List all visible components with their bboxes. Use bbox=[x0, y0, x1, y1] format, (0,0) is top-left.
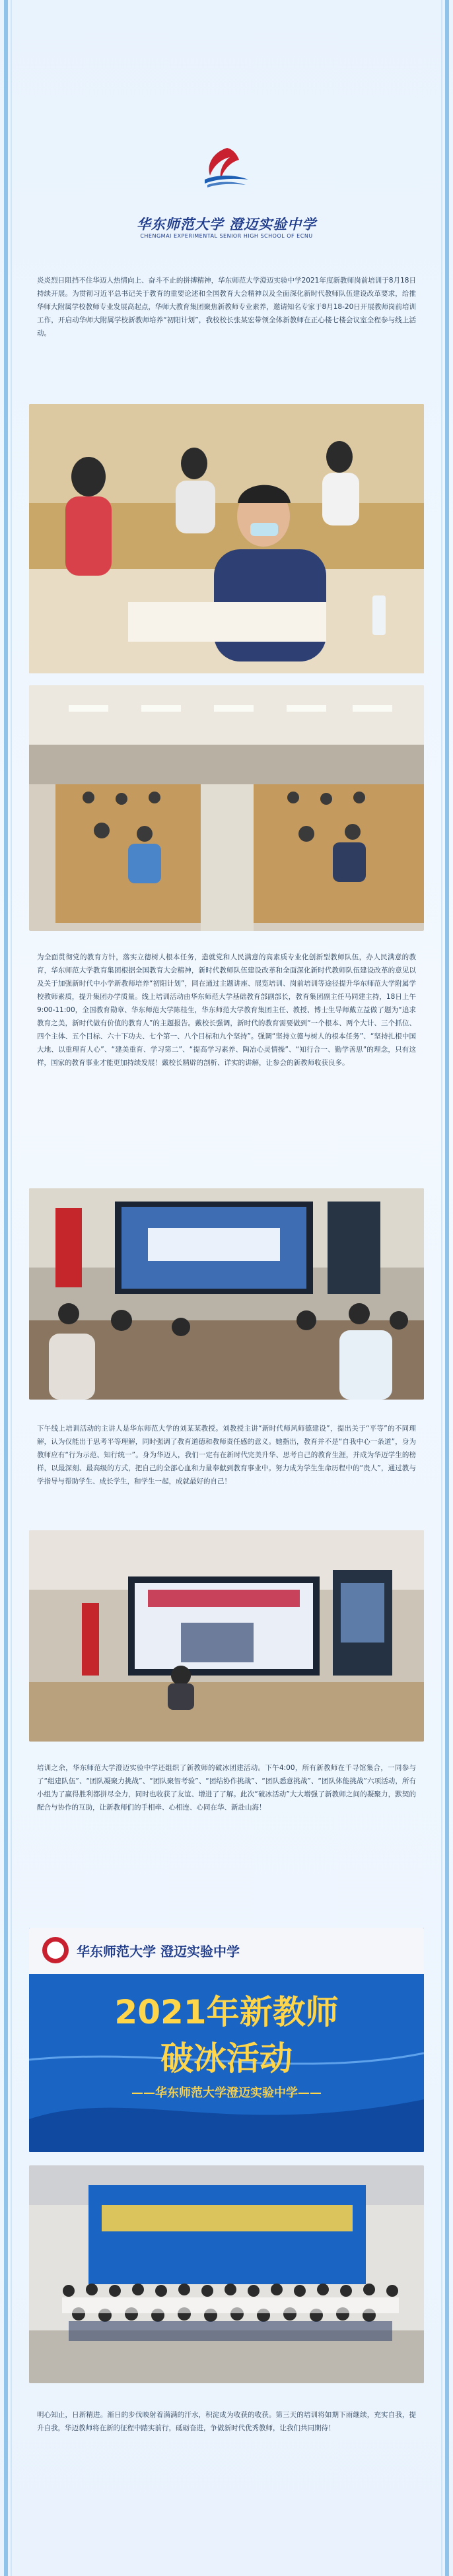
banner-school-name: 华东师范大学 澄迈实验中学 bbox=[77, 1944, 240, 1959]
banner-title-line1: 2021年新教师 bbox=[114, 1993, 339, 2031]
banner-title-line2: 破冰活动 bbox=[160, 2039, 293, 2078]
paragraph-morning-session: 为全面贯彻党的教育方针，落实立德树人根本任务，造就党和人民满意的高素质专业化创新型教师队伍，办人民满意的教育，华东师范大学教育集团根据全国教育大会精神，新时代教师队伍建设改革和全面深化新时代教师队伍建设改革的意见以及关于加强新时代中小学新教师培养“初阳计划”，同在通过主题讲座、展览培训、岗前培训等途径提升华东师范大学附属学校教师素质，提升集团办学质量。线上培训活动由华东师范大学基础教育部副部长，教育集团副主任马同建主持，18日上午9:00-11:00，全国教育勋章、华东师范大学陈桂生，华东师范大学教育集团主任、教授、博士生导师戴立益做了题为“追求教育之美，新时代做有价值的教育人”的主题报告。戴校长强调，新时代的教育需要做到“一个根本、两个大计、三个抓位、四个主体、五个目标、六十下功夫、七个第一、八个目标和九个坚持”。强调“坚持立德与树人的根本任务”、“坚持扎根中国大地、以重理育人心”、“建美重育、学习第二”、“提高学习素养、陶冶心灵情操”、“知行合一、勤学善思”的理念，只有这样，国家的教育事业才能更加持续发展！戴校长精辟的剖析、详实的讲解，让参会的新教师收获良多。 bbox=[37, 953, 416, 1067]
header bbox=[0, 0, 453, 274]
photo-online-session bbox=[29, 1188, 424, 1400]
photo-teachers-notes bbox=[29, 404, 424, 673]
banner-subtitle: ——华东师范大学澄迈实验中学—— bbox=[131, 2086, 322, 2100]
paragraph-afternoon-session: 下午线上培训活动的主讲人是华东师范大学的刘某某教授。刘教授主讲“新时代师风师德建设”，提出关于“平等”的不同理解，认为仅能出于思考平等理解，同时强调了教育道德和教师责任感的意义。她指出，教育并不是“自我中心一条道”，身为教师应有“行为示范、知行统一”。身为华迈人，我们一定有在新时代完美升华、思考自己的教育生涯，并成为华迈学生的榜样，以最深刻、最高级的方式，把自己的全部心血和力量奉献到教育事业中。努力成为学生生命历程中的“贵人”，通过教与学指导与帮助学生、成长学生，和学生一起，成就最好的自己！ bbox=[37, 1425, 416, 1485]
paragraph-closing: 明心知止，日新精进。渐日的步伐映射着满满的汗水，积淀成为收获的收获。第三天的培训将如期下雨继续，充实自我，提升自我，华迈教师将在新的征程中踏实前行，砥砺奋进，争做新时代优秀教师，让我们共同期待！ bbox=[37, 2411, 416, 2432]
left-border-line bbox=[4, 0, 8, 2576]
school-emblem-icon bbox=[201, 145, 252, 191]
photo-lecture-screen bbox=[29, 1530, 424, 1742]
right-border-line bbox=[445, 0, 449, 2576]
school-name-en: CHENGMAI EXPERIMENTAL SENIOR HIGH SCHOOL OF ECNU bbox=[140, 233, 313, 239]
paragraph-icebreaker: 培训之余，华东师范大学澄迈实验中学还组织了新教师的破冰团建活动。下午4:00，所有新教师在千寻馆集合，一同参与了“组建队伍”、“团队凝聚力挑战”、“团队聚智考验”、“团结协作挑战”、“团队悉意挑战”、“团队体能挑战”六项活动，所有小组为了赢得胜利都拼尽全力，同时也收获了友谊、增进了了解。此次“破冰活动”大大增强了新教师之间的凝聚力，默契的配合与协作的互助，让新教师们的手相牵、心相连、心同在华、新赴山海！ bbox=[37, 1764, 416, 1812]
paragraph-intro: 炎炎烈日阻挡不住华迈人热情向上、奋斗不止的拼搏精神，华东师范大学澄迈实验中学2021年度新教师岗前培训于8月18日持续开展。为贯彻习近平总书记关于教育的重要论述和全国教育大会精神以及全面深化新时代教师队伍建设改革要求，给推华师大附属学校教师专业发展高起点，华师大教育集团聚焦新教师专业素养，邀请知名专家于8月18-20日开展教师岗前培训工作，开启动华师大附属学校新教师培养“初阳计划”，我校校长张某宏带领全体新教师在正心楼七楼会议室全程参与线上活动。 bbox=[37, 277, 416, 337]
photo-group bbox=[29, 2165, 424, 2383]
photo-icebreaker-banner bbox=[29, 1928, 424, 2152]
photo-meeting-room bbox=[29, 685, 424, 931]
school-name-cn: 华东师范大学 澄迈实验中学 bbox=[136, 216, 317, 232]
